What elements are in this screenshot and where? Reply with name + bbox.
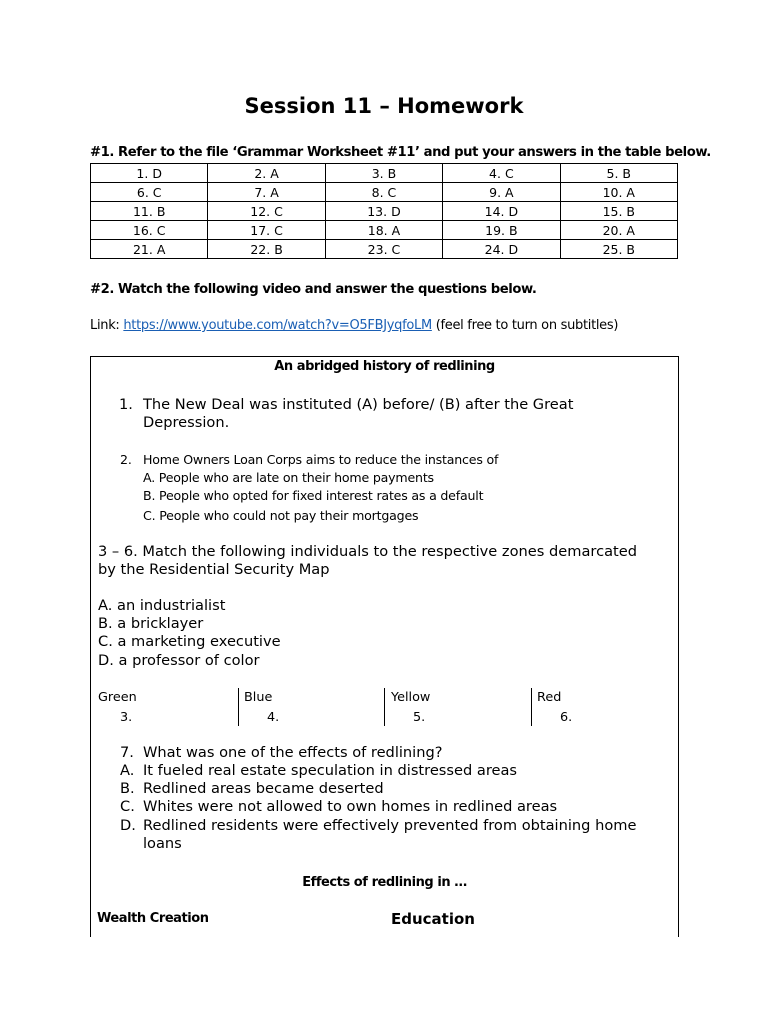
zone-blue-label: Blue xyxy=(244,690,273,705)
answer-cell: 13. D xyxy=(325,202,442,221)
zone-green-number: 3. xyxy=(120,710,133,725)
answer-cell: 15. B xyxy=(560,202,677,221)
video-link-line xyxy=(90,318,618,333)
zone-separator xyxy=(384,688,385,726)
answer-row xyxy=(91,164,678,183)
zone-red-number: 6. xyxy=(560,710,573,725)
answer-cell: 4. C xyxy=(443,164,560,183)
q7-option-c-letter: C. xyxy=(120,798,135,815)
q7-option-a-letter: A. xyxy=(120,762,135,779)
answer-cell: 2. A xyxy=(208,164,325,183)
q7-option-c-text: Whites were not allowed to own homes in redlined areas xyxy=(143,798,558,815)
zone-yellow-label: Yellow xyxy=(391,690,431,705)
answer-cell: 14. D xyxy=(443,202,560,221)
q3-6-option-d: D. a professor of color xyxy=(98,652,260,669)
box-title: An abridged history of redlining xyxy=(274,359,495,374)
q7-option-b-text: Redlined areas became deserted xyxy=(143,780,384,797)
answer-cell: 24. D xyxy=(443,240,560,259)
q7-option-a-text: It fueled real estate speculation in distressed areas xyxy=(143,762,518,779)
q2-stem: Home Owners Loan Corps aims to reduce the instances of xyxy=(143,452,499,467)
answer-cell: 17. C xyxy=(208,221,325,240)
q3-6-line1: 3 – 6. Match the following individuals to the respective zones demarcated xyxy=(98,543,637,560)
q7-option-d-text: Redlined residents were effectively prevented from obtaining home xyxy=(143,817,637,834)
link-prefix: Link: xyxy=(90,318,124,333)
answer-cell: 10. A xyxy=(560,183,677,202)
effects-title: Effects of redlining in … xyxy=(302,875,467,890)
redlining-questions-box xyxy=(90,356,679,937)
zone-separator xyxy=(238,688,239,726)
answer-cell: 18. A xyxy=(325,221,442,240)
answer-cell: 6. C xyxy=(91,183,208,202)
answer-table xyxy=(90,163,678,259)
answer-cell: 7. A xyxy=(208,183,325,202)
answer-row xyxy=(91,202,678,221)
answer-cell: 23. C xyxy=(325,240,442,259)
answer-cell: 25. B xyxy=(560,240,677,259)
answer-cell: 8. C xyxy=(325,183,442,202)
answer-cell: 20. A xyxy=(560,221,677,240)
zone-blue-number: 4. xyxy=(267,710,280,725)
answer-cell: 22. B xyxy=(208,240,325,259)
answer-cell: 21. A xyxy=(91,240,208,259)
answer-row xyxy=(91,221,678,240)
q2-number: 2. xyxy=(120,452,132,467)
education-label: Education xyxy=(391,910,475,928)
section2-heading: #2. Watch the following video and answer the questions below. xyxy=(90,282,537,297)
q2-option-a: A. People who are late on their home payments xyxy=(143,470,434,485)
q2-option-c: C. People who could not pay their mortgages xyxy=(143,508,419,523)
q7-option-d-letter: D. xyxy=(120,817,136,834)
q3-6-line2: by the Residential Security Map xyxy=(98,561,330,578)
q7-number: 7. xyxy=(120,744,134,761)
page-title: Session 11 – Homework xyxy=(244,94,524,118)
q7-option-d-continued: loans xyxy=(143,835,182,852)
answer-cell: 9. A xyxy=(443,183,560,202)
q3-6-option-b: B. a bricklayer xyxy=(98,615,204,632)
q7-stem: What was one of the effects of redlining? xyxy=(143,744,443,761)
q2-option-b: B. People who opted for fixed interest rates as a default xyxy=(143,488,484,503)
video-link[interactable]: https://www.youtube.com/watch?v=O5FBJyqfoLM xyxy=(123,318,432,333)
zone-separator xyxy=(531,688,532,726)
section1-heading: #1. Refer to the file ‘Grammar Worksheet #11’ and put your answers in the table below. xyxy=(90,145,711,160)
q7-option-b-letter: B. xyxy=(120,780,135,797)
answer-row xyxy=(91,240,678,259)
answer-cell: 1. D xyxy=(91,164,208,183)
link-suffix: (feel free to turn on subtitles) xyxy=(431,318,619,333)
answer-row xyxy=(91,183,678,202)
answer-cell: 11. B xyxy=(91,202,208,221)
answer-cell: 12. C xyxy=(208,202,325,221)
answer-cell: 16. C xyxy=(91,221,208,240)
q1-number: 1. xyxy=(119,396,133,413)
q3-6-option-c: C. a marketing executive xyxy=(98,633,281,650)
q3-6-option-a: A. an industrialist xyxy=(98,597,226,614)
wealth-creation-label: Wealth Creation xyxy=(97,911,209,926)
q1-line2: Depression. xyxy=(143,414,230,431)
q1-line1: The New Deal was instituted (A) before/ (B) after the Great xyxy=(143,396,574,413)
zone-green-label: Green xyxy=(98,690,137,705)
answer-cell: 3. B xyxy=(325,164,442,183)
zone-yellow-number: 5. xyxy=(413,710,426,725)
zone-red-label: Red xyxy=(537,690,562,705)
answer-cell: 19. B xyxy=(443,221,560,240)
answer-cell: 5. B xyxy=(560,164,677,183)
